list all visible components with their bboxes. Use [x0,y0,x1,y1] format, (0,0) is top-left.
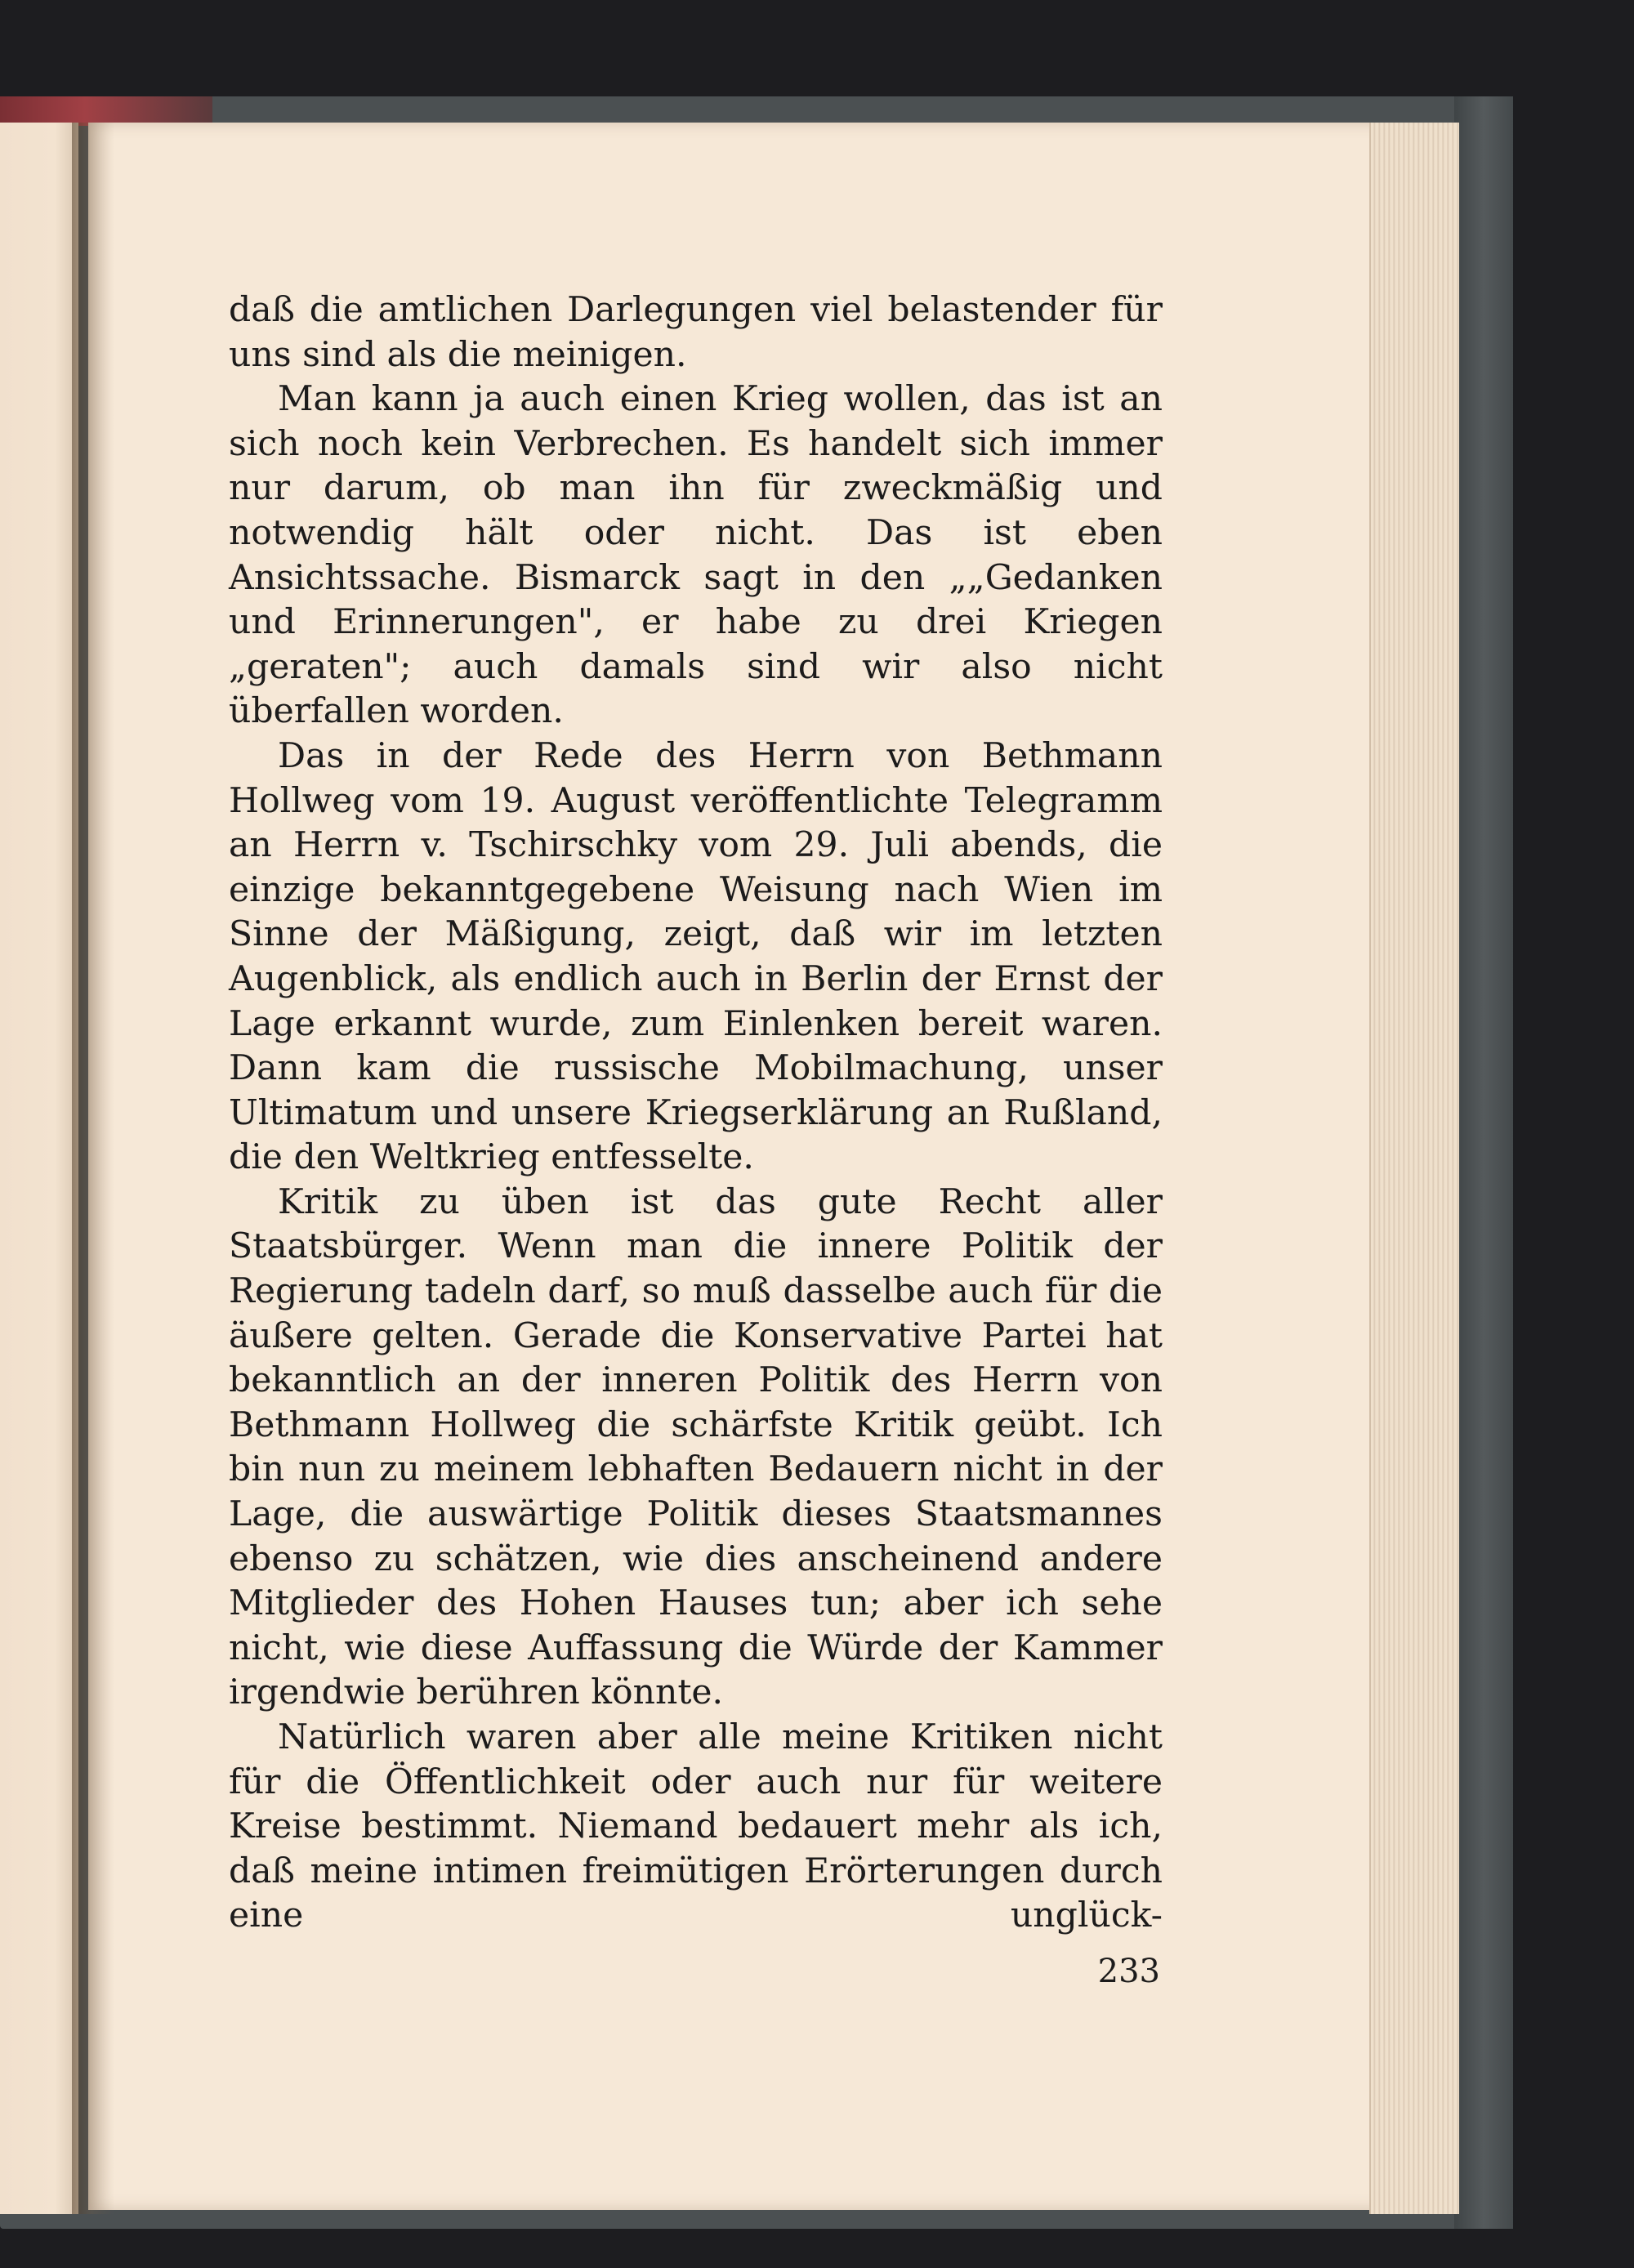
paragraph-3: Das in der Rede des Herrn von Bethmann Hollweg vom 19. August veröffentlichte Telegramm an Herrn v. Tschirschky vom 29. Juli abends, die einzige bekanntgegebene Weisung nach Wien im Sinne der Mäßigung, zeigt, daß wir im letzten Augenblick, als endlich auch in Berlin der Ernst der Lage erkannt wurde, zum Einlenken bereit waren. Dann kam die russische Mobilmachung, unser Ultimatum und unsere Kriegserklärung an Rußland, die den Weltkrieg entfesselte. [229,735,1163,1178]
page-number: 233 [1097,1953,1160,1990]
paragraph-1: daß die amtlichen Darlegungen viel belastender für uns sind als die meinigen. [229,290,1163,375]
left-page-edge [0,123,78,2214]
paragraph-4: Kritik zu üben ist das gute Recht aller Staatsbürger. Wenn man die innere Politik der Regierung tadeln darf, so muß dasselbe auch für die äußere gelten. Gerade die Konservative Partei hat bekanntlich an der inneren Politik des Herrn von Bethmann Hollweg die schärfste Kritik geübt. Ich bin nun zu meinem lebhaften Bedauern nicht in der Lage, die auswärtige Politik dieses Staatsmannes ebenso zu schätzen, wie dies anscheinend andere Mitglieder des Hohen Hauses tun; aber ich sehe nicht, wie diese Auffassung die Würde der Kammer irgendwie berühren könnte. [229,1181,1163,1713]
paragraph-2: Man kann ja auch einen Krieg wollen, das ist an sich noch kein Verbrechen. Es handelt sich immer nur darum, ob man ihn für zweckmäßig und notwendig hält oder nicht. Das ist eben Ansichtssache. Bismarck sagt in den „„Gedanken und Erinnerungen", er habe zu drei Kriegen „geraten"; auch damals sind wir also nicht überfallen worden. [229,379,1163,732]
page-stack-edges [1369,123,1459,2214]
paragraph-5: Natürlich waren aber alle meine Kritiken nicht für die Öffentlichkeit oder auch nur für weitere Kreise bestimmt. Niemand bedauert mehr als ich, daß meine intimen freimütigen Erörterungen durch eine unglück- [229,1717,1163,1936]
book-cover-edge [1454,96,1513,2229]
headband [0,96,212,126]
gutter-shadow [72,123,114,2214]
body-text [229,288,1163,1939]
